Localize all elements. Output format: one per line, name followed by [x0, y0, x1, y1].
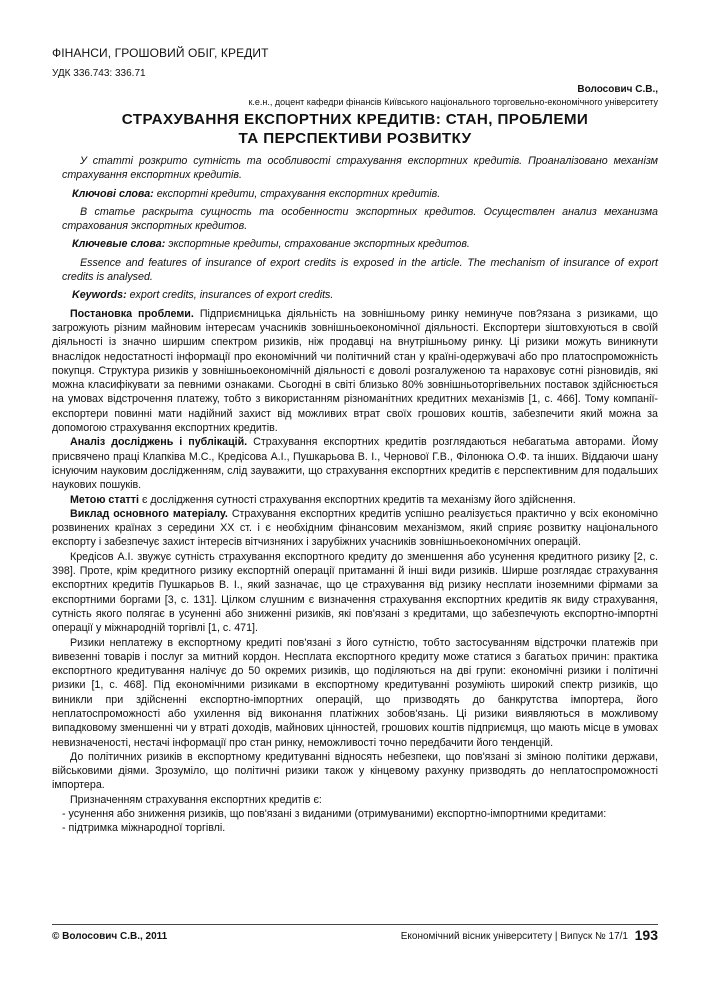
- footer-divider: [52, 924, 658, 925]
- keywords-uk-text: експортні кредити, страхування експортних кредитів.: [153, 187, 441, 200]
- footer-journal: Економічний вісник університету | Випуск № 17/1: [400, 931, 628, 942]
- title-line-1: СТРАХУВАННЯ ЕКСПОРТНИХ КРЕДИТІВ: СТАН, ПРОБЛЕМИ: [121, 111, 589, 128]
- lead-goal: Метою статті: [70, 493, 139, 506]
- abstract-uk: У статті розкрито сутність та особливості страхування експортних кредитів. Проаналізовано механізм страхування експортних кредитів.: [62, 155, 658, 182]
- keywords-uk: [52, 187, 658, 201]
- keywords-en-label: Keywords:: [72, 289, 127, 302]
- page-number: 193: [634, 927, 658, 943]
- abstract-en: Essence and features of insurance of export credits is exposed in the article. The mechanism of insurance of export credits is analysed.: [62, 256, 658, 284]
- text-goal: є дослідження сутності страхування експортних кредитів та механізму його здійснення.: [138, 493, 576, 506]
- keywords-ru: [52, 237, 658, 251]
- paragraph-political-risks: До політичних ризиків в експортному кредитуванні відносять небезпеки, що пов'язані зі зміною політики держави, військовими діями. Зрозуміло, що політичні ризики також у кінцевому рахунку призводять до неплатоспроможності імпортера.: [52, 750, 658, 792]
- section-heading: ФІНАНСИ, ГРОШОВИЙ ОБІГ, КРЕДИТ: [52, 46, 269, 60]
- keywords-uk-label: Ключові слова:: [72, 187, 154, 200]
- keywords-ru-text: экспортные кредиты, страхование экспортных кредитов.: [165, 238, 470, 251]
- list-item: - усунення або зниження ризиків, що пов'язані з виданими (отримуваними) експортно-імпортними кредитами:: [62, 808, 607, 821]
- paragraph-main: [52, 507, 658, 550]
- keywords-ru-label: Ключевые слова:: [72, 238, 166, 251]
- abstract-ru: В статье раскрыта сущность та особенности экспортных кредитов. Осуществлен анализ механизма страхования экспортных кредитов.: [62, 205, 658, 233]
- paragraph-analysis: [52, 435, 658, 492]
- text-problem: Підприємницька діяльність на зовнішньому ринку неминуче пов?язана з ризиками, що загрожують різним майновим інтересам учасників зовнішньоекономічної діяльності. Експортери зіштовхуються в своїй діяльності із значно ширшим спектром ризиків, ніж продавці на внутрішньому ринку. Ці ризики можуть виникнути внаслідок недостатності інформації про економічний чи політичний стан у країні-одержувачі або про платоспроможність покупця. Структура ризиків у зовнішньоекономічній діяльності є доволі розгалуженою та нараховує сотні різновидів, які можна класифікувати за певними ознаками. Сьогодні в світі близько 80% зовнішньоторгівельних поставок здійснюється на умовах відстрочення платежу, тобто з використанням різноманітних кредитних механізмів [1, с. 466]. Тому компанії-експортери повинні мати надійний захист від можливих втрат своїх грошових коштів, забезпечити який можна за допомогою страхування експортних кредитів.: [52, 307, 658, 435]
- paragraph-problem: [52, 307, 658, 436]
- author-affiliation: к.е.н., доцент кафедри фінансів Київського національного торговельно-економічного університету: [248, 97, 658, 107]
- article-title: [52, 110, 658, 148]
- list-item: - підтримка міжнародної торгівлі.: [62, 822, 226, 835]
- keywords-en-text: export credits, insurances of export credits.: [126, 289, 334, 302]
- paragraph-goal: [52, 493, 658, 507]
- keywords-en: [52, 288, 658, 302]
- footer-copyright: © Волосович С.В., 2011: [52, 931, 168, 942]
- paragraph-nonpayment-risks: Ризики неплатежу в експортному кредиті пов'язані з його сутністю, тобто застосуванням відстрочки платежів при вивезенні товарів і послуг за митний кордон. Несплата експортного кредиту може статися з багатьох причин: практика експортного кредитування налічує до 50 окремих ризиків, що поділяються на дві групи: економічні ризики і політичні ризики [1, с. 468]. Під економічними ризиками в експортному кредитуванні розуміють широкий спектр ризиків, що виникли при здійсненні експортно-імпортних операцій, що призводять до банкрутства імпортера, його неплатоспроможності або ухилення від виконання платіжних зобов'язань. Ці ризики виявляються в можливому випадковому зменшенні чи у втраті доходів, майнових цінностей, грошових коштів підприємця, що мають місце в умовах невизначеності, нестачі інформації про стан ринку, неможливості точно передбачити його тенденцій.: [52, 636, 658, 749]
- title-line-2: ТА ПЕРСПЕКТИВИ РОЗВИТКУ: [238, 130, 472, 147]
- article-body: [52, 154, 658, 836]
- author-name: Волосович С.В.,: [577, 84, 658, 95]
- lead-problem: Постановка проблеми.: [70, 307, 194, 320]
- text-main: Страхування експортних кредитів успішно реалізується практично у всіх економічно розвинених країнах з середини ХХ ст. і є необхідним фінансовим механізмом, який сприяє розвитку національного експорту і забезпечує захист інтересів вітчизняних і зарубіжних учасників зовнішньоекономічних операцій.: [52, 507, 658, 549]
- paragraph-purpose: Призначенням страхування експортних кредитів є:: [70, 793, 322, 806]
- udk-code: УДК 336.743: 336.71: [52, 68, 146, 79]
- lead-main: Виклад основного матеріалу.: [70, 507, 228, 520]
- text-analysis: Страхування експортних кредитів розглядаються небагатьма авторами. Йому присвячено праці Клапківа М.С., Кредісова А.І., Пушкарьова В. І., Чернової Г.В., Філонюка О.Ф. та інших. Віддаючи шану існуючим науковим дослідженням, слід зауважити, що страхування експортних кредитів є перспективним для подальших наукових пошуків.: [52, 436, 658, 492]
- lead-analysis: Аналіз досліджень і публікацій.: [70, 436, 248, 449]
- paragraph-kredisov: Кредісов А.І. звужує сутність страхування експортного кредиту до зменшення або усунення кредитного ризику [2, с. 398]. Проте, крім кредитного ризику експортній операції притаманні й інші види ризиків. Ширше розглядає страхування експортних кредитів Пушкарьов В. І., який зазначає, що це страхування від ризику несплати іноземними фірмами за експортними боргами [3, с. 131]. Цілком слушним є визначення страхування експортних кредитів як виду страхування, сутність якого полягає в усуненні або зниженні ризиків, які пов'язані з кредитами, що забезпечують експортно-імпортні операції у міжнародній торгівлі [1, с. 471].: [52, 550, 658, 635]
